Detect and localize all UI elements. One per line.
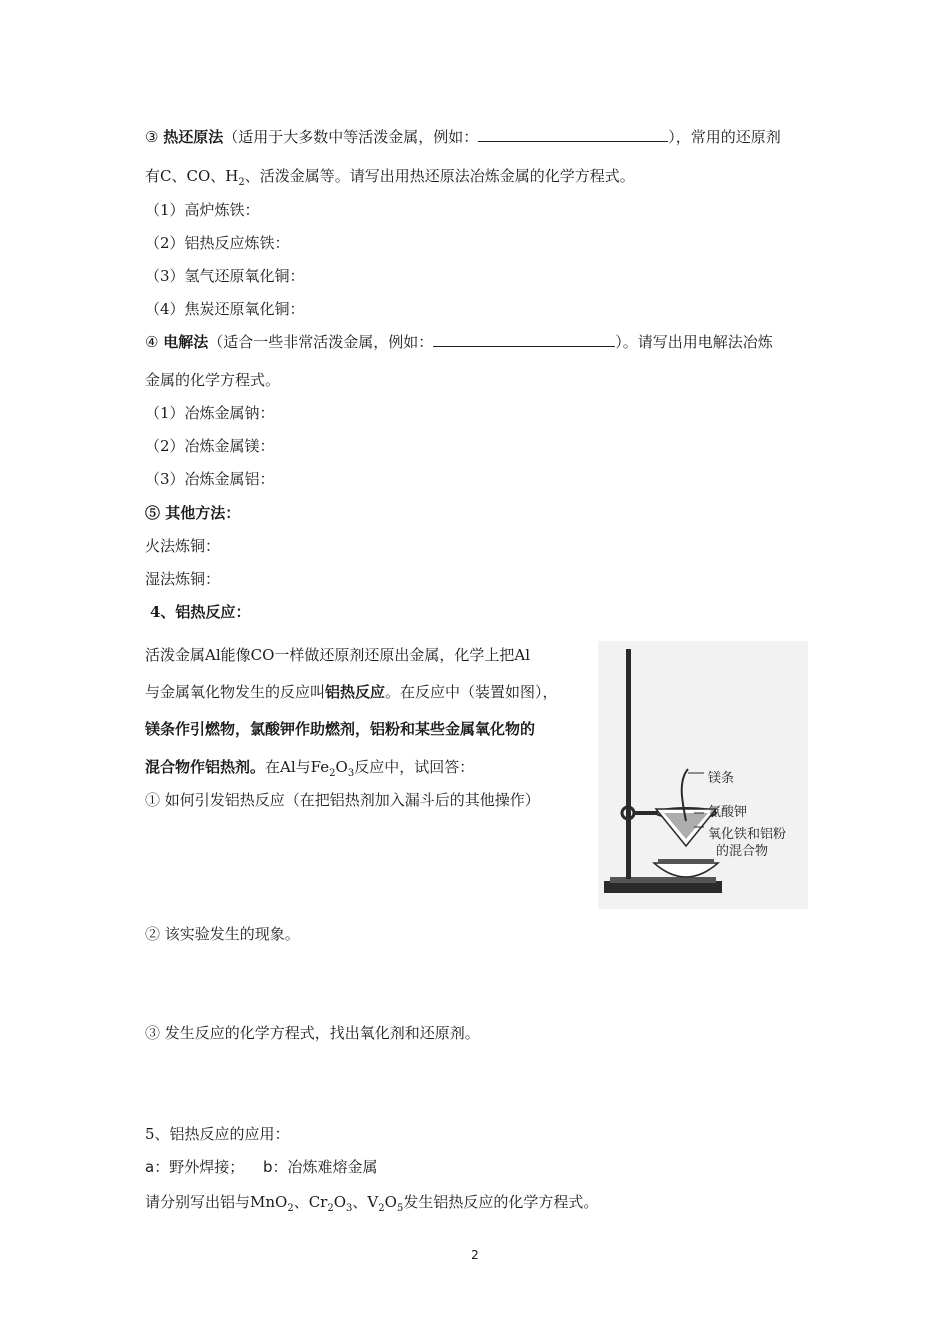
- list-item: （4）焦炭还原氧化铜：: [145, 300, 305, 318]
- text-span: 发生铝热反应的化学方程式。: [403, 1193, 599, 1211]
- bold-term: 混合物作铝热剂。: [145, 758, 266, 776]
- label-kclo3: 氯酸钾: [708, 805, 748, 820]
- section4-marker: ④: [145, 333, 159, 351]
- subscript: 2: [378, 1203, 385, 1214]
- list-item: （2）冶炼金属镁：: [145, 437, 275, 455]
- answer-blank[interactable]: [478, 127, 668, 142]
- list-item: （3）氢气还原氧化铜：: [145, 267, 305, 285]
- text-span: 与金属氧化物发生的反应叫: [145, 683, 326, 701]
- thermite-heading: 4、铝热反应：: [150, 603, 251, 621]
- section5-heading: ⑤ 其他方法：: [145, 504, 241, 522]
- subscript: 2: [329, 768, 336, 779]
- text-span: 有C、CO、H: [145, 167, 239, 185]
- thermite-p2: [145, 682, 558, 702]
- section3-heading: 热还原法: [163, 128, 224, 146]
- thermite-p1: 活泼金属Al能像CO一样做还原剂还原出金属，化学上把Al: [145, 646, 531, 664]
- text-span: ）。请写出用电解法冶炼: [615, 333, 773, 351]
- list-item: 湿法炼铜：: [145, 570, 221, 588]
- list-item: （1）高炉炼铁：: [145, 201, 260, 219]
- text-span: 。在反应中（装置如图），: [385, 683, 558, 701]
- text-span: 在Al与Fe: [265, 758, 330, 776]
- subscript: 2: [327, 1203, 334, 1214]
- list-item: （1）冶炼金属钠：: [145, 404, 275, 422]
- text-span: 请分别写出铝与MnO: [145, 1193, 288, 1211]
- applications-instruction: [145, 1192, 598, 1219]
- text-span: 、V: [352, 1193, 379, 1211]
- section4-heading: 电解法: [163, 333, 209, 351]
- section3-text-b: ），常用的还原剂: [668, 128, 781, 146]
- label-mixture-2: 的混合物: [716, 844, 769, 859]
- thermite-p3: 镁条作引燃物，氯酸钾作助燃剂，铝粉和某些金属氧化物的: [145, 720, 536, 738]
- thermite-p4: [145, 757, 474, 784]
- section3-line2: [145, 166, 635, 193]
- label-mg-strip: 镁条: [708, 771, 735, 786]
- application-b: b：冶炼难熔金属: [262, 1158, 378, 1176]
- text-span: （适合一些非常活泼金属，例如：: [208, 333, 434, 351]
- list-item: 火法炼铜：: [145, 537, 221, 555]
- thermite-apparatus-figure: [598, 641, 808, 909]
- section4-line2: 金属的化学方程式。: [145, 371, 281, 389]
- list-item: （3）冶炼金属铝：: [145, 470, 275, 488]
- text-span: 、Cr: [293, 1193, 328, 1211]
- section3-text-a: （适用于大多数中等活泼金属，例如：: [223, 128, 479, 146]
- text-span: 反应中，试回答：: [354, 758, 475, 776]
- text-span: O: [333, 1193, 347, 1211]
- subscript: 2: [238, 177, 245, 188]
- subscript: 3: [346, 1203, 353, 1214]
- question-3: ③ 发生反应的化学方程式，找出氧化剂和还原剂。: [145, 1024, 480, 1042]
- subscript: 2: [287, 1203, 294, 1214]
- subscript: 5: [396, 1203, 404, 1214]
- text-span: O: [384, 1193, 397, 1211]
- section3-marker: ③: [145, 128, 159, 146]
- text-span: 、活泼金属等。请写出用热还原法冶炼金属的化学方程式。: [244, 167, 635, 185]
- answer-blank[interactable]: [433, 332, 615, 347]
- label-mixture-1: 氧化铁和铝粉: [708, 827, 787, 842]
- list-item: （2）铝热反应炼铁：: [145, 234, 290, 252]
- bold-term: 铝热反应: [325, 683, 386, 701]
- apparatus-drawing: [598, 641, 808, 909]
- question-2: ② 该实验发生的现象。: [145, 925, 300, 943]
- page-number: 2: [471, 1248, 479, 1262]
- text-span: O: [335, 758, 348, 776]
- applications-list: [145, 1157, 378, 1177]
- question-1: ① 如何引发铝热反应（在把铝热剂加入漏斗后的其他操作）: [145, 791, 540, 809]
- application-a: a：野外焊接；: [145, 1158, 245, 1176]
- section4-heading-line: [145, 332, 773, 352]
- section3-heading-line: [145, 127, 781, 147]
- applications-heading: 5、铝热反应的应用：: [145, 1125, 290, 1143]
- subscript: 3: [347, 768, 355, 779]
